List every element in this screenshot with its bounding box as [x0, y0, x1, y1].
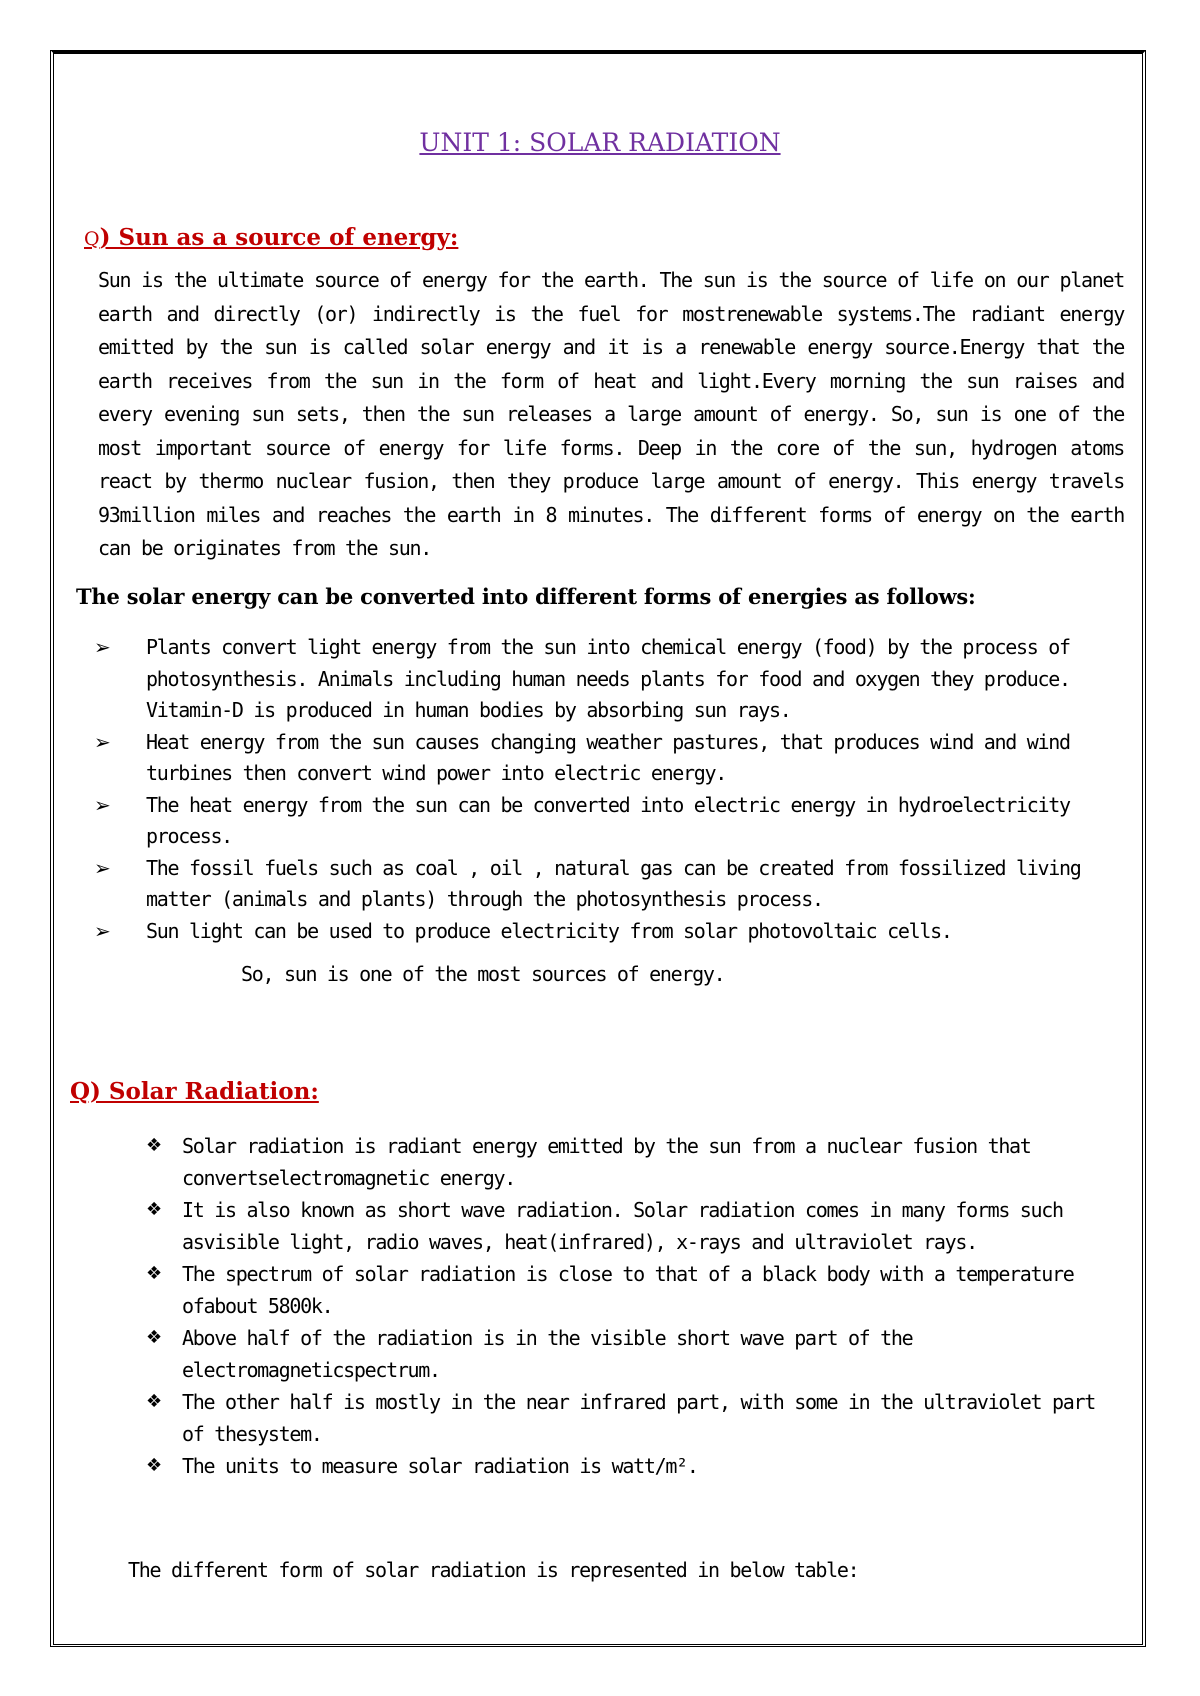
section-heading-text: ) Sun as a source of energy: — [99, 224, 459, 251]
document-title: UNIT 1: SOLAR RADIATION — [419, 128, 781, 157]
list-item — [92, 916, 1124, 948]
list-item — [92, 727, 1124, 790]
section-heading-solar-radiation: Q) Solar Radiation: — [70, 1078, 319, 1105]
diamond-bullet-icon: ❖ — [146, 1199, 163, 1220]
list-item — [92, 790, 1124, 853]
diamond-bullet-icon: ❖ — [146, 1455, 163, 1476]
closing-statement: So, sun is one of the most sources of energy. — [241, 962, 725, 986]
diamond-bullet-icon: ❖ — [146, 1263, 163, 1284]
solar-radiation-list — [146, 1130, 1096, 1482]
energy-conversion-list — [92, 632, 1124, 947]
diamond-bullet-icon: ❖ — [146, 1327, 163, 1348]
arrow-bullet-icon: ➢ — [94, 918, 111, 943]
list-item — [92, 853, 1124, 916]
list-item-text: Above half of the radiation is in the visible short wave part of the electromagneticspectrum. — [182, 1326, 913, 1382]
arrow-bullet-icon: ➢ — [94, 855, 111, 880]
list-item-text: The units to measure solar radiation is watt/m². — [182, 1454, 698, 1478]
list-item — [146, 1194, 1096, 1258]
list-item-text: Sun light can be used to produce electricity from solar photovoltaic cells. — [146, 918, 952, 943]
list-item-text: The fossil fuels such as coal , oil , natural gas can be created from fossilized living matter (animals and plants) through the photosynthesis process. — [146, 855, 1081, 911]
conversion-intro: The solar energy can be converted into different forms of energies as follows: — [76, 584, 976, 609]
list-item-text: Solar radiation is radiant energy emitted by the sun from a nuclear fusion that convertselectromagnetic energy. — [182, 1134, 1031, 1190]
sun-energy-paragraph: Sun is the ultimate source of energy for the earth. The sun is the source of life on our planet earth and directly (or) indirectly is the fuel for mostrenewable systems.The radiant energy emitted by the sun is called solar energy and it is a renewable energy source.Energy that the earth receives from the sun in the form of heat and light.Every morning the sun raises and every evening sun sets, then the sun releases a large amount of energy. So, sun is one of the most important source of energy for life forms. Deep in the core of the sun, hydrogen atoms react by thermo nuclear fusion, then they produce large amount of energy. This energy travels 93million miles and reaches the earth in 8 minutes. The different forms of energy on the earth can be originates from the sun. — [98, 268, 1124, 560]
arrow-bullet-icon: ➢ — [94, 792, 111, 817]
list-item-text: It is also known as short wave radiation. Solar radiation comes in many forms such asvisible light, radio waves, heat(infrared), x-rays and ultraviolet rays. — [182, 1198, 1063, 1254]
list-item — [92, 632, 1124, 727]
arrow-bullet-icon: ➢ — [94, 635, 111, 659]
diamond-bullet-icon: ❖ — [146, 1391, 163, 1412]
list-item — [146, 1386, 1096, 1450]
list-item — [146, 1322, 1096, 1386]
list-item — [146, 1450, 1096, 1482]
table-intro-text: The different form of solar radiation is represented in below table: — [128, 1558, 859, 1582]
list-item-text: The spectrum of solar radiation is close to that of a black body with a temperature ofabout 5800k. — [182, 1262, 1074, 1318]
section-heading-sun-energy — [84, 224, 458, 251]
arrow-bullet-icon: ➢ — [94, 729, 111, 754]
list-item-text: The other half is mostly in the near infrared part, with some in the ultraviolet part of thesystem. — [182, 1390, 1095, 1446]
list-item — [146, 1130, 1096, 1194]
diamond-bullet-icon: ❖ — [146, 1135, 163, 1156]
list-item-text: Plants convert light energy from the sun into chemical energy (food) by the process of photosynthesis. Animals including human needs plants for food and oxygen they produce. Vitamin-D is produced in human bodies by absorbing sun rays. — [146, 635, 1070, 722]
list-item-text: The heat energy from the sun can be converted into electric energy in hydroelectricity process. — [146, 792, 1070, 848]
list-item-text: Heat energy from the sun causes changing weather pastures, that produces wind and wind turbines then convert wind power into electric energy. — [146, 729, 1070, 785]
list-item — [146, 1258, 1096, 1322]
question-marker: Q — [84, 228, 100, 250]
